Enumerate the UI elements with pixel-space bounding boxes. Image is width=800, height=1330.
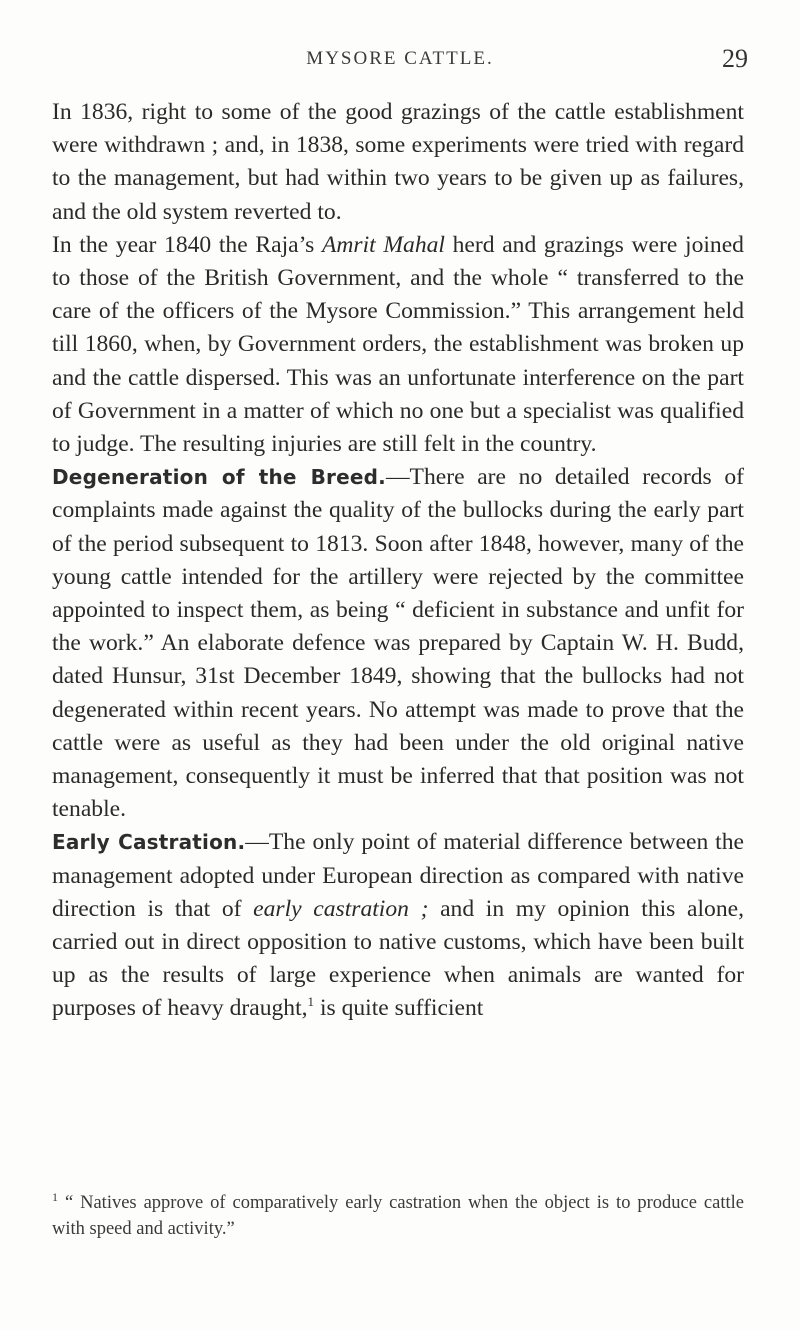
early-castration-italic: early castration ; [253, 895, 429, 922]
paragraph-4 [52, 826, 744, 1025]
body-text [52, 96, 744, 1026]
paragraph-2-text-end: herd and grazings were joined to those of the British Government, and the whole “ transferred to the care of the officers of the Mysore Commission.” This arrangement held till 1860, when, by Government orders, the establishment was broken up and the cattle dispersed. This was an unfortunate interference on the part of Government in a matter of which no one but a specialist was qualified to judge. The resulting injuries are still felt in the country. [52, 231, 744, 458]
footnote-text: “ Natives approve of comparatively early castration when the object is to produce cattle with speed and activity.” [52, 1193, 744, 1239]
footnote [52, 1190, 744, 1242]
side-heading-early-castration: Early Castration. [52, 830, 246, 855]
footnote-marker: 1 [52, 1190, 58, 1204]
paragraph-1-text: In 1836, right to some of the good grazings of the cattle establishment were withdrawn ; and, in 1838, some experiments were tried with regard to the management, but had within two years to be given up as failures, and the old system reverted to. [52, 99, 744, 225]
page-number: 29 [722, 44, 748, 73]
paragraph-1 [52, 96, 744, 229]
paragraph-2 [52, 229, 744, 461]
paragraph-3-text: —There are no detailed records of complaints made against the quality of the bullocks during the early part of the period subsequent to 1813. Soon after 1848, however, many of the young cattle intended for the artillery were rejected by the committee appointed to inspect them, as being “ deficient in substance and unfit for the work.” An elaborate defence was prepared by Captain W. H. Budd, dated Hunsur, 31st December 1849, showing that the bullocks had not degenerated within recent years. No attempt was made to prove that the cattle were as useful as they had been under the old original native management, consequently it must be inferred that that position was not tenable. [52, 464, 744, 823]
running-title: MYSORE CATTLE. [306, 48, 494, 69]
running-head [52, 44, 748, 80]
paragraph-4-text-start: —The only point of material difference between the management adopted under European direction as compared with native direction is that of [52, 829, 744, 922]
side-heading-degeneration: Degeneration of the Breed. [52, 465, 386, 490]
paragraph-3 [52, 461, 744, 826]
footnote-reference: 1 [307, 994, 315, 1010]
paragraph-4-text-middle: and in my opinion this alone, carried out in direct opposition to native customs, which have been built up as the results of large experience when animals are wanted for purposes of heavy draught, [52, 895, 744, 1022]
paragraph-4-text-end: is quite sufficient [314, 995, 484, 1022]
amrit-mahal-italic: Amrit Mahal [321, 231, 445, 258]
paragraph-2-text-start: In the year 1840 the Raja’s [52, 231, 322, 258]
